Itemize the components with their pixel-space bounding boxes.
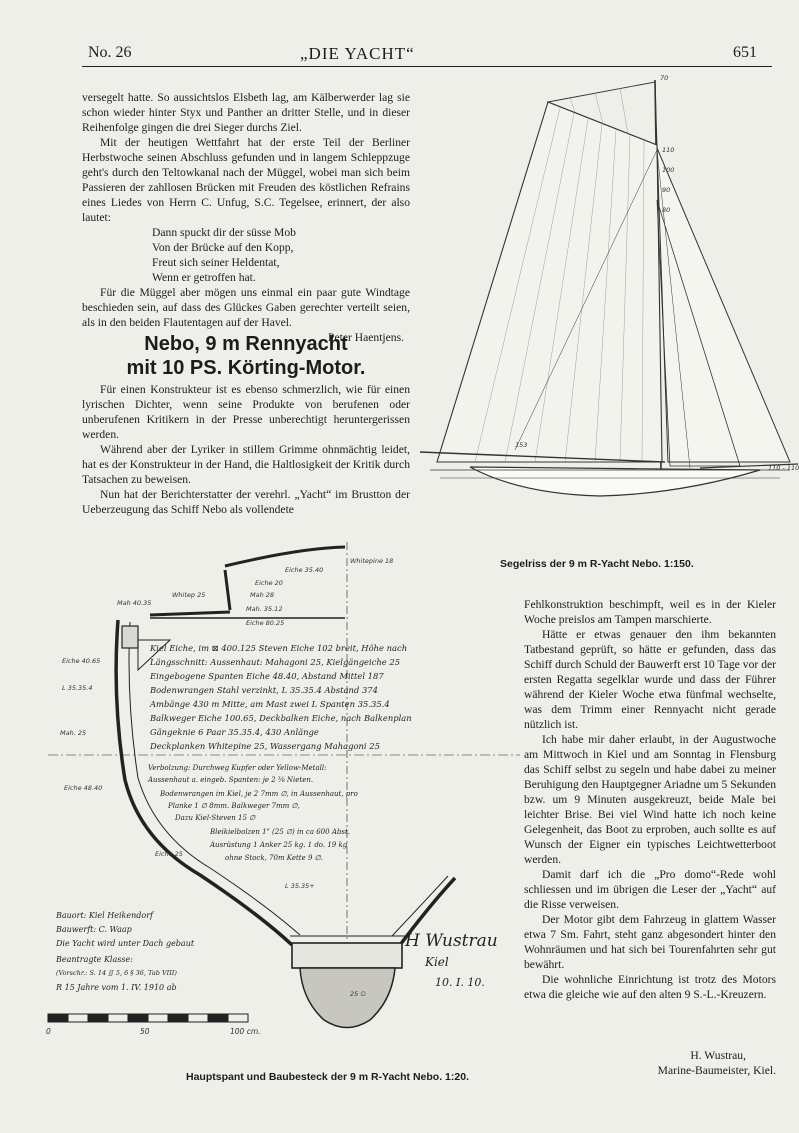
scale-bar (48, 1014, 248, 1022)
member-label: L 35.35+ (285, 882, 315, 890)
paragraph: Damit darf ich die „Pro domo“-Rede wohl schliessen und im übrigen die Leser der „Yacht“ auf die Risse verweisen. (524, 868, 776, 911)
paragraph: Für einen Konstrukteur ist es ebenso schmerzlich, wie für einen lyrischen Dichter, wenn seine Produkte von berufenen oder unberufenen Kritikern in der Presse unberechtigt heruntergerissen werden. (82, 383, 410, 441)
build-note: Bauwerft: C. Waap (56, 925, 132, 934)
build-note: Die Yacht wird unter Dach gebaut (56, 939, 195, 948)
member-label: Mah. 25 (60, 729, 87, 737)
svg-text:100: 100 (662, 166, 675, 174)
fastening-line: Bodenwrangen im Kiel, je 2 7mm ∅, in Aussenhaut, pro (160, 790, 358, 798)
scale-label: 0 (46, 1027, 51, 1036)
magazine-title: „DIE YACHT“ (300, 44, 415, 63)
member-label: Mah 28 (250, 591, 275, 599)
designer-signature: H Wustrau (405, 931, 498, 951)
signature-place: Kiel (425, 955, 449, 969)
svg-text:90: 90 (662, 186, 671, 194)
issue-number: No. 26 (88, 44, 132, 61)
spec-line: Kiel Eiche, im ⊠ 400.125 Steven Eiche 102 breit, Höhe nach (150, 643, 408, 653)
member-label: 25 ∅ (350, 990, 366, 998)
paragraph: Fehlkonstruktion beschimpft, weil es in der Kieler Woche preislos am Tampen marschierte. (524, 598, 776, 626)
member-label: Whitepine 18 (350, 557, 394, 565)
build-note: (Vorschr.: S. 14 ∬ 5, 6 § 36, Tab VIII) (56, 969, 177, 977)
spec-line: Längsschnitt: Aussenhaut: Mahagoni 25, Kielgängeiche 25 (150, 657, 401, 667)
scale-label: 100 cm. (230, 1027, 261, 1036)
poem-line: Freut sich seiner Heldentat, (152, 256, 280, 269)
build-note: R 15 Jahre vom 1. IV. 1910 ab (56, 983, 177, 992)
signature-date: 10. I. 10. (435, 976, 485, 989)
fastening-line: Planke 1 ∅ 8mm. Balkweger 7mm ∅, (168, 802, 300, 810)
paragraph: Die wohnliche Einrichtung ist trotz des Motors etwa die gleiche wie auf den alten 9 S.-L.-Kreuzern. (524, 973, 776, 1001)
svg-text:110 - 110: 110 - 110 (768, 464, 799, 472)
fastening-line: Dazu Kiel-Steven 15 ∅ (175, 814, 256, 822)
member-label: Eiche 20 (255, 579, 283, 587)
paragraph: Für die Müggel aber mögen uns einmal ein paar gute Windtage beschieden sein, auf dass des Glückes Gaben gerechter verteilt seien, als in den beiden Flautentagen auf der Havel. (82, 286, 410, 329)
author-name: H. Wustrau, (690, 1049, 746, 1062)
sail-plan-drawing (420, 80, 798, 496)
paragraph: Ich habe mir daher erlaubt, in der Augustwoche am Mittwoch in Kiel und am Sonntag in Flensburg das Schiff selbst zu segeln und habe dabei zu meiner Beruhigung den Hauptgegner Ariadne um 5 Sekunden bzw. um 9 Minuten ausgekreuzt, beide Male bei leichter Brise. Bei viel Wind hatte ich noch keine Gelegenheit, das Boot zu erproben, auch sollte es auf Wunsch der Eigner ein typisches Leichtwetterboot werden. (524, 733, 776, 866)
paragraph: versegelt hatte. So aussichtslos Elsbeth lag, am Kälberwerder lag sie schon wieder hinter Styx und Panther an dritter Stelle, und in dieser Reihenfolge gingen die drei Sieger durchs Ziel. (82, 91, 410, 134)
svg-text:110: 110 (662, 146, 675, 154)
member-label: Eiche 80.25 (246, 619, 285, 627)
fastening-line: Verbolzung: Durchweg Kupfer oder Yellow-Metall: (148, 764, 327, 772)
title-line: Nebo, 9 m Rennyacht (144, 333, 348, 355)
spec-line: Deckplanken Whitepine 25, Wassergang Mahagoni 25 (150, 741, 380, 751)
svg-text:70: 70 (660, 74, 669, 82)
paragraph: Nun hat der Berichterstatter der verehrl. „Yacht“ im Brustton der Ueberzeugung das Schiff Nebo als vollendete (82, 488, 410, 516)
member-label: Eiche 35.40 (285, 566, 324, 574)
spec-line: Ambänge 430 m Mitte, am Mast zwei L Spanten 35.35.4 (150, 699, 390, 709)
poem-line: Dann spuckt dir der süsse Mob (152, 226, 296, 239)
paragraph: Hätte er etwas genauer den ihm bekannten Tatbestand geprüft, so hätte er gefunden, dass das Schiff durch Schuld der Bauwerft erst 10 Tage vor der ersten Regatta segelklar wurde und dass der Führer während der Kieler Woche etwa fünfmal wechselte, was dem Trimm einer Rennyacht nicht gerade nützlich ist. (524, 628, 776, 731)
fastening-line: Ausrüstung 1 Anker 25 kg. 1 do. 19 kg (210, 841, 348, 849)
spec-line: Eingebogene Spanten Eiche 48.40, Abstand Mittel 187 (150, 671, 384, 681)
svg-text:80: 80 (662, 206, 671, 214)
poem-line: Wenn er getroffen hat. (152, 271, 256, 284)
sail-plan-caption: Segelriss der 9 m R-Yacht Nebo. 1:150. (500, 558, 694, 570)
spec-line: Gängeknie 6 Paar 35.35.4, 430 Anlänge (150, 727, 319, 737)
member-label: Eiche 25 (155, 850, 183, 858)
page-number: 651 (733, 44, 757, 61)
title-line: mit 10 PS. Körting-Motor. (126, 357, 366, 379)
fastening-line: Aussenhaut a. eingeb. Spanten: je 2 ⅜ Nieten. (148, 776, 314, 784)
section-caption: Hauptspant und Baubesteck der 9 m R-Yacht Nebo. 1:20. (186, 1071, 469, 1083)
build-note: Beantragte Klasse: (56, 955, 133, 964)
member-label: Mah. 35.12 (246, 605, 283, 613)
member-label: L 35.35.4 (62, 684, 93, 692)
spec-line: Bodenwrangen Stahl verzinkt, L 35.35.4 Abstand 374 (150, 685, 378, 695)
poem-line: Von der Brücke auf den Kopp, (152, 241, 294, 254)
spec-line: Balkweger Eiche 100.65, Deckbalken Eiche, nach Balkenplan (150, 713, 412, 723)
member-label: Eiche 48.40 (64, 784, 103, 792)
paragraph: Mit der heutigen Wettfahrt hat der erste Teil der Berliner Herbstwoche seinen Abschluss gefunden und in langem Schleppzuge geht's durch den Teltowkanal nach der Müggel, wobei man sich beim Passieren der zahllosen Brücken mit Freuden des köstlichen Refrains eines Liedes von Herrn C. Unfug, S.C. Tegelsee, erinnert, der also lautet: (82, 136, 410, 224)
member-label: Mah 40.35 (117, 599, 152, 607)
paragraph: Während aber der Lyriker in stillem Grimme ohnmächtig leidet, hat es der Konstrukteur in der Hand, die Haltlosigkeit der Kritik durch Tatsachen zu beweisen. (82, 443, 410, 486)
fastening-line: Bleikielbolzen 1" (25 ∅) in ca 600 Abst. (210, 828, 350, 836)
author-signature: Peter Haentjens. (328, 331, 404, 344)
member-label: Whitep 25 (172, 591, 206, 599)
paragraph: Der Motor gibt dem Fahrzeug in glattem Wasser etwa 7 Sm. Fahrt, steht ganz abgesondert hinter den Wohnräumen und hat sich bei Tourenfahrten sehr gut bewährt. (524, 913, 776, 971)
scale-label: 50 (140, 1027, 150, 1036)
member-label: Eiche 40.65 (62, 657, 101, 665)
author-title: Marine-Baumeister, Kiel. (657, 1064, 776, 1077)
fastening-line: ohne Stock, 70m Kette 9 ∅. (225, 854, 323, 862)
build-note: Bauort: Kiel Heikendorf (56, 911, 153, 920)
svg-text:153: 153 (515, 441, 528, 449)
